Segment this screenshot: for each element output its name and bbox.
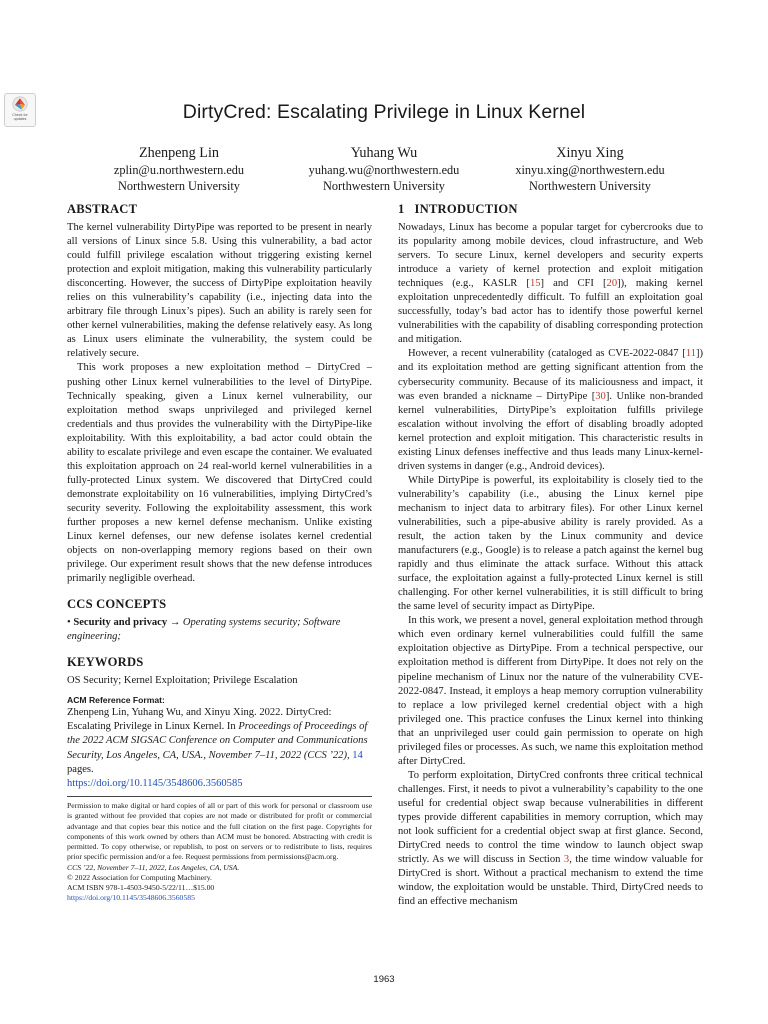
citation-link[interactable]: 11 (685, 348, 696, 360)
author-email: yuhang.wu@northwestern.edu (308, 163, 460, 177)
intro-paragraph: However, a recent vulnerability (cataloged as CVE-2022-0847 [11]) and its exploitation method are getting significant attention from the cybersecurity community. Because of its maliciousness and impact, it was even branded a nickname – DirtyPipe [30]. Unlike non-branded kernel vulnerabilities, DirtyPipe’s exploitation fulfills privilege escalation without involving the effort of disabling broadly adopted kernel protection and exploit mitigation. This characteristic results in existing Linux defenses ineffective and thus leads many Linux-kernel-driven systems in danger (e.g., Android devices). (398, 348, 703, 472)
author-affiliation: Northwestern University (118, 178, 240, 193)
citation-link[interactable]: 30 (595, 390, 606, 402)
citation-link[interactable]: 15 (529, 278, 541, 290)
ccs-heading: CCS CONCEPTS (67, 597, 167, 612)
isbn-line: ACM ISBN 978-1-4503-9450-5/22/11…$15.00 (67, 883, 215, 892)
acm-reference-text: Zhenpeng Lin, Yuhang Wu, and Xinyu Xing. 2022. DirtyCred: Escalating Privilege in Linux Kernel. In Proceedings of Proceedings of the 2022 ACM SIGSAC Conference on Computer and Communications Security, Los Angeles, CA, USA., November 7–11, 2022 (CCS ’22), 14 pages. https://doi.org/10.1145/3548606.3560585 (67, 707, 368, 789)
left-column (67, 201, 372, 791)
badge-label: Check for updates (12, 113, 28, 121)
abstract-paragraph: This work proposes a new exploitation method – DirtyCred – pushing other Linux kernel vulnerabilities to the level of DirtyPipe. Technically speaking, given a Linux kernel vulnerability, our exploitation method swaps unprivileged and privileged kernel credentials and thus provides the vulnerability with the DirtyPipe-like exploitability. With this exploitability, a bad actor could obtain the ability to escalate privilege and even escape the container. We evaluated this exploitation approach on 24 real-world kernel vulnerabilities in a fully-protected Linux system. We discovered that DirtyCred could demonstrate exploitability on 16 vulnerabilities, implying DirtyCred’s security severity. Following the exploitability assessment, this work further proposes a new kernel defense mechanism. Unlike existing Linux kernel defenses, our new defense isolates kernel credential objects on non-overlapping memory regions based on their own privilege. Our experiment result shows that the new defense introduces primarily negligible overhead. (67, 362, 372, 585)
intro-paragraph: To perform exploitation, DirtyCred confronts three critical technical challenges. First, it needs to pivot a vulnerability’s capability to the one useful for credential object swap because vulnerabilities in different types provide different capabilities in memory corruption, which may not look sufficient for a credential object swap at first glance. Second, DirtyCred needs to control the time window to launch object swap strictly. As we will discuss in Section 3, the time window valuable for DirtyCred is short. Without a practical mechanism to extend the time window, the exploitation would be unstable. Third, DirtyCred needs to find an effective mechanism (398, 769, 703, 908)
copyright-footnote (67, 796, 372, 904)
citation-link[interactable]: 20 (606, 278, 618, 290)
conference-line: CCS ’22, November 7–11, 2022, Los Angeles, CA, USA. (67, 862, 240, 872)
acm-reference-heading: ACM Reference Format: (67, 695, 165, 706)
abstract-heading: ABSTRACT (67, 202, 138, 216)
intro-paragraph: While DirtyPipe is powerful, its exploitability is closely tied to the vulnerability’s capability (i.e., abusing the Linux kernel pipe mechanism to inject data to arbitrary files). For other Linux kernel vulnerabilities, such a pipe-abusive ability is rarely provided. As a result, the action taken by the Linux community and device manufacturers (e.g., Google) is to release a patch against the kernel bug rapidly and thus eliminate the attack surface. Without this attack surface, the exploitation against a fully-protected Linux kernel is still challenging. For other kernel vulnerabilities, it is still difficult to bring the same level of security impact as DirtyPipe. (398, 474, 703, 613)
keywords-text: OS Security; Kernel Exploitation; Privilege Escalation (67, 675, 298, 687)
footnote-doi-link[interactable]: https://doi.org/10.1145/3548606.3560585 (67, 893, 195, 903)
keywords-heading: KEYWORDS (67, 655, 144, 670)
author-block (274, 145, 494, 194)
author-email: xinyu.xing@northwestern.edu (515, 163, 665, 177)
copyright-line: © 2022 Association for Computing Machinery. (67, 872, 212, 882)
author-affiliation: Northwestern University (323, 178, 445, 193)
author-name: Zhenpeng Lin (139, 145, 219, 161)
abstract-paragraph: The kernel vulnerability DirtyPipe was reported to be present in nearly all versions of Linux since 5.8. Using this vulnerability, a bad actor could fulfill privilege escalation without triggering existing kernel protection and exploit mitigation, making this vulnerability particularly disconcerting. However, the success of DirtyPipe exploitation heavily relies on this vulnerability’s capability (i.e., injecting data into the arbitrary file through Linux’s pipes). Such an ability is rarely seen for other kernel vulnerabilities, making the defense relatively easy. As long as Linux users eliminate the vulnerability, the system could be relatively secure. (67, 222, 372, 360)
section-link[interactable]: 3 (563, 854, 570, 866)
introduction-heading: 1 INTRODUCTION (398, 202, 518, 216)
ccs-concepts: • Security and privacy → Operating systems security; Software engineering; (67, 617, 341, 643)
author-block (480, 145, 700, 194)
intro-paragraph: In this work, we present a novel, general exploitation method through which even ordinary kernel vulnerabilities could fulfill the same exploitation objective as DirtyPipe. From a technical perspective, our exploitation method is different from DirtyPipe. It does not rely on the pipeline mechanism of Linux nor the nature of the vulnerability CVE-2022-0847. Instead, it employs a heap memory corruption vulnerability to replace a low privileged kernel credential object with a high privileged one. This practice confuses the Linux kernel into thinking that an unprivileged user could gain permission to operate on high privileged files or processes. As such, we name this exploitation method after DirtyCred. (398, 615, 703, 767)
author-affiliation: Northwestern University (529, 178, 651, 193)
doi-link[interactable]: https://doi.org/10.1145/3548606.3560585 (67, 777, 243, 789)
author-name: Xinyu Xing (556, 145, 624, 161)
author-block (69, 145, 289, 194)
right-column (398, 201, 703, 909)
author-name: Yuhang Wu (350, 145, 418, 161)
intro-paragraph: Nowadays, Linux has become a popular target for cybercrooks due to its popularity among mobile devices, cloud infrastructure, and Web servers. To secure Linux, kernel developers and security experts introduce a variety of kernel protection and exploit mitigation techniques (e.g., KASLR [15] and CFI [20]), making kernel exploitation unprecedentedly difficult. To fulfill an exploitation goal successfully, today’s bad actor has to identify those powerful kernel vulnerabilities with the capability of disabling corresponding protection and mitigation. (398, 222, 703, 346)
paper-title: DirtyCred: Escalating Privilege in Linux Kernel (182, 101, 586, 123)
author-email: zplin@u.northwestern.edu (113, 163, 245, 177)
page-number: 1963 (373, 974, 395, 985)
permission-notice: Permission to make digital or hard copies of all or part of this work for personal or classroom use is granted without fee provided that copies are not made or distributed for profit or commercial advantage and that copies bear this notice and the full citation on the first page. Copyrights for components of this work owned by others than ACM must be honored. Abstracting with credit is permitted. To copy otherwise, or republish, to post on servers or to redistribute to lists, requires prior specific permission and/or a fee. Request permissions from permissions@acm.org. (67, 801, 372, 862)
